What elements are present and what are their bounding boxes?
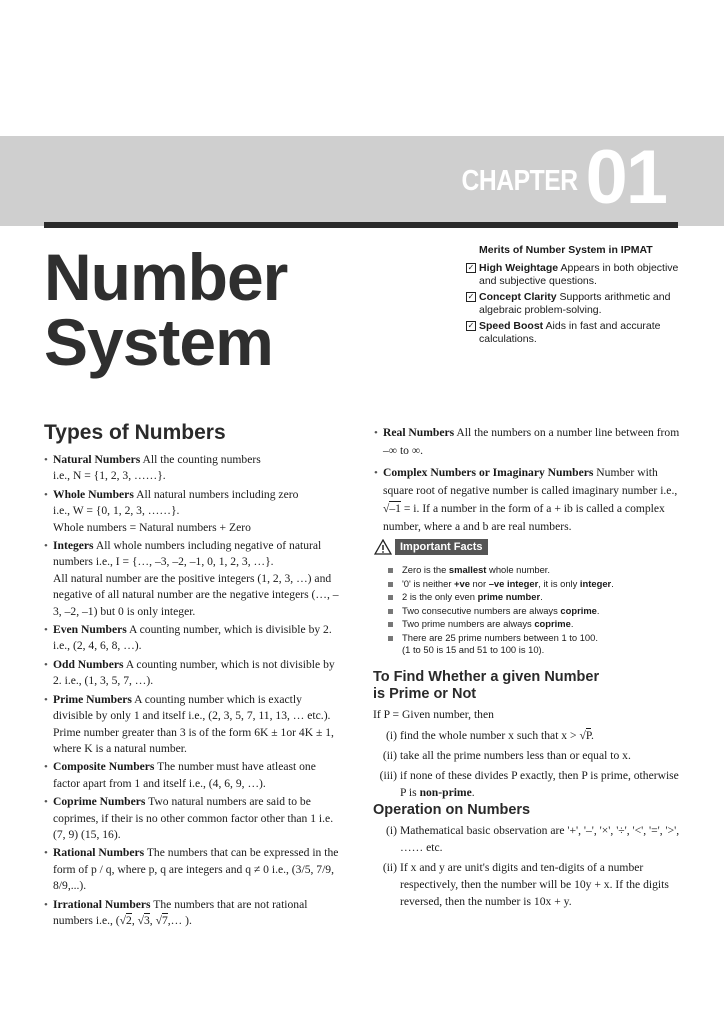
item-text: i.e., W = {0, 1, 2, 3, ……}.	[53, 504, 180, 518]
find-prime-heading	[373, 669, 599, 702]
whole-numbers-item	[44, 487, 344, 536]
chapter-number: 01	[585, 135, 666, 220]
item-label: Prime Numbers	[53, 692, 132, 706]
fact-item	[388, 632, 688, 657]
step-text: if none of these divides P exactly, then P is prime, otherwise P is	[400, 769, 679, 799]
integers-item	[44, 538, 344, 620]
item-text: Number with square root of negative number is called imaginary number i.e.,	[383, 466, 678, 497]
merit-text: Supports arithmetic and algebraic problem-solving.	[479, 290, 671, 316]
fact-text: .	[596, 604, 600, 616]
merits-heading: Merits of Number System in IPMAT	[479, 244, 653, 256]
op-item	[373, 822, 683, 856]
item-text: ,… ).	[167, 913, 192, 927]
item-text: The number must have atleast one factor apart from 1 and itself i.e., (4, 6, 9, …).	[53, 760, 316, 790]
fact-text: whole number.	[486, 564, 551, 575]
composite-numbers-item	[44, 759, 344, 792]
heading-line: To Find Whether a given Number	[373, 669, 600, 685]
merit-item	[466, 320, 696, 347]
step-text: find the whole number x such that x >	[400, 729, 580, 742]
step-emphasis: non-prime	[419, 786, 472, 799]
item-text: All natural numbers including zero	[133, 487, 299, 501]
fact-text: There are 25 prime numbers between 1 to 100.	[402, 631, 598, 643]
fact-emphasis: coprime	[560, 604, 597, 616]
fact-text: .	[611, 577, 614, 589]
fact-text: .	[570, 618, 574, 629]
item-text: All whole numbers including negative of natural numbers i.e., I = {…, –3, –2, –1, 0, 1, 2, 3, …}.	[53, 539, 322, 569]
checkbox-icon: ✓	[467, 262, 475, 272]
merit-label: Concept Clarity	[479, 290, 557, 303]
step-item: (i) find the whole number x such that x > √P.	[373, 727, 683, 744]
fact-emphasis: prime number	[477, 591, 541, 602]
radicand: P	[585, 729, 591, 742]
item-label: Whole Numbers	[53, 487, 134, 501]
item-label: Composite Numbers	[53, 760, 155, 774]
heading-line: is Prime or Not	[373, 685, 477, 702]
step-text: Mathematical basic observation are '+', '–', '×', '÷', '<', '=', '>', …… etc.	[400, 824, 680, 854]
fact-emphasis: +ve	[454, 577, 470, 589]
fact-text: '0' is neither	[402, 577, 455, 589]
fact-emphasis: smallest	[448, 564, 487, 575]
coprime-numbers-item	[44, 794, 344, 843]
real-numbers-item	[374, 424, 682, 460]
find-prime-steps	[373, 706, 683, 804]
fact-item	[388, 578, 688, 591]
left-column	[44, 452, 344, 929]
checkbox-icon: ✓	[467, 320, 475, 330]
fact-item	[388, 591, 688, 604]
chapter-title-line1: Number	[44, 240, 288, 314]
merit-label: High Weightage	[479, 261, 559, 274]
step-item	[373, 767, 683, 801]
item-label: Irrational Numbers	[53, 897, 151, 911]
fact-item	[388, 605, 688, 618]
item-label: Rational Numbers	[53, 846, 145, 860]
step-text: If x and y are unit's digits and ten-digits of a number respectively, then the number will be 10y + x. If the digits reversed, then the number is 10x + y.	[400, 861, 669, 908]
item-label: Even Numbers	[53, 623, 127, 637]
find-intro: If P = Given number, then	[373, 708, 494, 721]
chapter-title-line2: System	[44, 305, 273, 379]
item-label: Odd Numbers	[53, 657, 124, 671]
warning-icon	[374, 539, 392, 555]
merit-label: Speed Boost	[479, 319, 544, 332]
prime-numbers-item	[44, 692, 344, 758]
item-label: Coprime Numbers	[53, 795, 146, 809]
right-column-top	[374, 424, 682, 536]
irrational-numbers-item: • Irrational Numbers The numbers that are not rational numbers i.e., (√2, √3, √7,… ).	[44, 897, 344, 930]
operations-steps	[373, 822, 683, 913]
step-number: (i)	[386, 824, 397, 837]
radicand: 2	[126, 913, 132, 927]
item-label: Complex Numbers or Imaginary Numbers	[383, 466, 594, 479]
merit-text: Aids in fast and accurate calculations.	[479, 319, 661, 345]
item-text: i.e., N = {1, 2, 3, ……}.	[53, 469, 166, 483]
step-text: .	[591, 729, 594, 742]
item-text: Whole numbers = Natural numbers + Zero	[53, 520, 251, 534]
rational-numbers-item	[44, 845, 344, 894]
even-numbers-item	[44, 622, 344, 655]
item-text: Two natural numbers are said to be coprimes, if their is no other common factor other than 1 i.e. (7, 9) (15, 16).	[53, 795, 334, 841]
item-label: Integers	[53, 539, 94, 553]
fact-text: Zero is the	[402, 564, 449, 575]
step-item	[373, 747, 683, 764]
merits-box	[466, 244, 696, 349]
item-label: Real Numbers	[383, 426, 455, 439]
op-item	[373, 859, 683, 910]
fact-text: .	[540, 591, 543, 602]
fact-text: Two consecutive numbers are always	[402, 604, 561, 616]
important-facts-tag: Important Facts	[395, 539, 488, 555]
step-text: .	[471, 786, 475, 799]
item-text: All the numbers on a number line between from –∞ to ∞.	[383, 426, 680, 457]
step-number: (i)	[386, 729, 397, 742]
merit-item	[466, 262, 696, 289]
fact-emphasis: coprime	[534, 618, 571, 629]
fact-emphasis: integer	[579, 577, 612, 589]
fact-text: , it is only	[538, 577, 580, 589]
fact-emphasis: –ve integer	[488, 577, 539, 589]
fact-item	[388, 564, 688, 577]
operations-heading: Operation on Numbers	[373, 802, 531, 818]
step-text: take all the prime numbers less than or equal to x.	[400, 749, 631, 762]
odd-numbers-item	[44, 657, 344, 690]
item-text: All the counting numbers	[140, 453, 261, 466]
checkbox-icon: ✓	[467, 291, 475, 301]
types-heading: Types of Numbers	[44, 421, 226, 444]
fact-text: nor	[469, 577, 489, 589]
step-number: (ii)	[382, 861, 397, 874]
step-number: (ii)	[382, 749, 397, 762]
radicand: 7	[161, 913, 168, 927]
item-label: Natural Numbers	[53, 453, 141, 466]
radicand: –1	[389, 502, 401, 515]
item-text: A counting number, which is not divisible by 2. i.e., (1, 3, 5, 7, …).	[53, 657, 335, 688]
fact-item	[388, 618, 688, 631]
radicand: 3	[144, 913, 150, 927]
merit-text: Appears in both objective and subjective questions.	[479, 261, 679, 287]
title-divider	[44, 222, 678, 228]
item-text: All natural number are the positive integers (1, 2, 3, …) and negative of all natural number are the negative integers (…, –3, –2, –1) but 0 is only integer.	[53, 571, 339, 618]
important-facts-list	[388, 564, 688, 658]
complex-numbers-item: • Complex Numbers or Imaginary Numbers Number with square root of negative number is called imaginary number i.e., √–1 = i. If a number in the form of a + ib is called a complex number, where a and b are real numbers.	[374, 464, 682, 536]
step-number: (iii)	[379, 769, 397, 782]
item-text: The numbers that can be expressed in the form of p / q, where p, q are integers and q ≠ 0 i.e., (3/5, 7/9, 8/9,...).	[53, 846, 339, 893]
fact-text: 2 is the only even	[402, 591, 478, 602]
item-text: = i. If a number in the form of a + ib is called a complex number, where a and b are real numbers.	[383, 502, 665, 533]
fact-text: (1 to 50 is 15 and 51 to 100 is 10).	[402, 644, 545, 655]
item-text: The numbers that are not rational numbers i.e., (	[53, 897, 308, 927]
fact-text: Two prime numbers are always	[402, 618, 535, 629]
item-text: A counting number which is exactly divisible by only 1 and itself i.e., (2, 3, 5, 7, 11, 13, … etc.). Prime number greater than 3 is of the form 6K ± 1or 4K ± 1, where K is a natural number.	[53, 692, 334, 755]
chapter-label: CHAPTER	[461, 165, 578, 197]
natural-numbers-item	[44, 452, 344, 485]
item-text: A counting number, which is divisible by 2. i.e., (2, 4, 6, 8, …).	[53, 623, 332, 653]
merit-item	[466, 291, 696, 318]
